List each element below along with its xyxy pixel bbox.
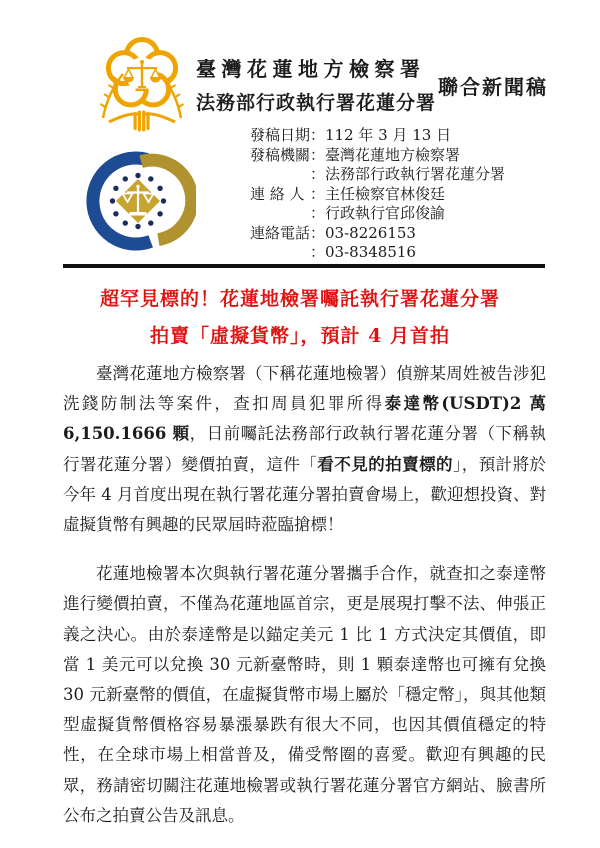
info-label: 發稿日期 [250,126,311,144]
emblem1-svg [89,36,195,138]
justice-scales-plum-blossom-icon [89,36,195,138]
paragraph-1 [63,359,546,540]
info-label: 連絡電話 [250,223,311,242]
info-value: ：臺灣花蓮地方檢察署 [310,145,461,164]
headline-line2: 拍賣「虛擬貨幣」，預計 4 月首拍 [150,325,450,347]
release-info-block [250,126,505,263]
article-body [63,359,546,831]
info-row-agency-1 [250,146,505,166]
p1-seg-3: ，日前囑託法務部行政執行署花蓮分署（下稱執行署花蓮分署）變價拍賣，這件「 [63,424,546,474]
info-value: ：主任檢察官林俊廷 [310,184,446,203]
headline [0,281,600,355]
info-label: 連 絡 人 [250,184,305,203]
paragraph-2 [63,559,546,831]
headline-line1: 超罕見標的！花蓮地檢署囑託執行署花蓮分署 [99,288,500,310]
p1-seg-5: 」，預計將於今年 4 月首度出現在執行署花蓮分署拍賣會場上，歡迎想投資、對虛擬貨幣有興趣的民眾屆時蒞臨搶標！ [63,454,547,535]
info-row-agency-2 [250,165,505,185]
emblem2-svg [84,146,196,256]
info-row-contact-2 [250,204,505,224]
info-value: ：112 年 3 月 13 日 [310,126,452,144]
p1-seg-2-bold: 泰達幣(USDT)2 萬 6,150.1666 顆 [63,394,547,444]
info-label: 發稿機關 [250,145,311,164]
info-row-date [250,126,505,146]
info-row-phone-2 [250,243,505,263]
org-name-line1: 臺灣花蓮地方檢察署 [196,57,426,81]
p1-seg-4-bold: 看不見的拍賣標的 [317,454,453,474]
info-row-phone-1 [250,224,505,244]
info-value: ：03-8226153 [310,223,416,242]
p1-seg-1: 臺灣花蓮地方檢察署（下稱花蓮地檢署）偵辦某周姓被告涉犯洗錢防制法等案件，查扣周員犯罪所得 [63,364,546,414]
doc-type-label: 聯合新聞稿 [438,75,548,99]
info-value: ：行政執行官邱俊諭 [310,204,446,222]
org-name-line2: 法務部行政執行署花蓮分署 [196,92,437,114]
divider-line [63,264,545,268]
info-value: ：法務部行政執行署花蓮分署 [310,165,506,183]
p2-seg-1: 花蓮地檢署本次與執行署花蓮分署攜手合作，就查扣之泰達幣進行變價拍賣，不僅為花蓮地區首宗，更是展現打擊不法、伸張正義之決心。由於泰達幣是以錨定美元 1 比 1 方式決定其價值，即當 1 美元可以兌換 30 元新臺幣時，則 1 顆泰達幣也可擁有兌換 30 元新臺幣的價值，在虛擬貨幣市場上屬於「穩定幣」，與其他類型虛擬貨幣價格容易暴漲暴跌有很大不同，也因其價值穩定的特性，在全球市場上相當普及，備受幣圈的喜愛。歡迎有興趣的民眾，務請密切關注花蓮地檢署或執行署花蓮分署官方網站、臉書所公布之拍賣公告及訊息。 [63,564,546,825]
enforcement-agency-scales-icon [84,146,196,256]
info-value: ：03-8348516 [310,243,416,261]
info-row-contact-1 [250,185,505,205]
